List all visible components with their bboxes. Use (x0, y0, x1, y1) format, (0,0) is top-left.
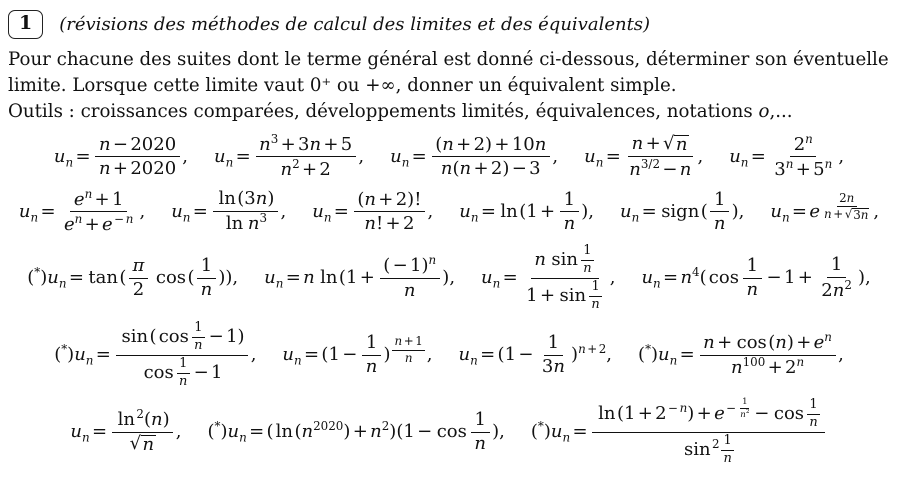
formula-row (8, 131, 890, 180)
tools-text-post: ,... (769, 100, 793, 122)
formula: $u_n = (1$ − $\frac{1}{n}$ ) $^{\frac{n + 1}{n}}$ , (282, 331, 433, 377)
exercise-subtitle: (révisions des méthodes de calcul des limites et des équivalents) (59, 13, 651, 35)
formula-row (8, 186, 890, 235)
formula: $u_n$ = sign( $\frac{1}{n}$ ), (620, 188, 745, 234)
formula: $u_n$ = $\frac{n^3 + 3n + 5}{n^2 + 2}$ , (213, 131, 365, 180)
formula: $(^*)u_n$ = ln(1 + 2 $^{- n}$) + e $^{- \frac{1}{n^2}}$ − cos $\frac{1}{n}$ $\sin^2$ $\frac{1}{n}$ (531, 398, 828, 466)
formula-row (8, 244, 890, 312)
formula: $u_n = \ln(1$ + $\frac{1}{n}$ ), (459, 188, 595, 234)
exercise-number-box: 1 (8, 10, 43, 39)
tools-var-o: o (758, 100, 770, 122)
formula: $(^*)u_n$ = sin( cos $\frac{1}{n}$ − 1) cos $\frac{1}{n}$ − 1 , (54, 320, 257, 389)
exercise-header (8, 10, 890, 39)
formula: $(^*)u_n$ = $\frac{n + \cos(n) + e^n}{n^{100} + 2^n}$ , (638, 329, 844, 378)
formula-row (8, 398, 890, 466)
formula: $u_n$ = $\frac{n - 2020}{n + 2020}$ , (53, 133, 188, 179)
formula: $u_n$ = $\frac{(n + 2) + 10n}{n(n + 2) - 3}$ , (390, 133, 559, 179)
formula: $u_n$ = n sin $\frac{1}{n}$ 1 + sin $\frac{1}{n}$ , (481, 243, 616, 312)
formula: $u_n = (1$ − $\frac{1}{3n}$ )$^{n + 2}$, (458, 331, 613, 377)
formula: $u_n$ = $\frac{\ln(3n)}{\ln n^3}$ , (171, 188, 287, 235)
formula: $u_n$ = $\frac{(n + 2)!}{n! + 2}$ , (312, 188, 434, 234)
formula-row (8, 321, 890, 389)
formula: $u_n$ = $\frac{e^n + 1}{e^n + e ^{- n}}$ , (18, 186, 146, 235)
tools-line (8, 99, 890, 125)
formula: $u_n = n^4$( cos $\frac{1}{n}$ − 1 + $\frac{1}{2n^2}$ ), (641, 254, 871, 301)
formula: $u_n = n$ ln(1 + $\frac{( - 1)^n}{n}$ ), (264, 253, 456, 301)
formula: $u_n = e$ $^{2n n + √ 3n}$ , (770, 191, 880, 225)
tools-text-pre: Outils : croissances comparées, développements limités, équivalences, notations (8, 100, 759, 122)
formula: $u_n$ = $\ln^2(n)$ √ n , (70, 407, 182, 456)
formula: $u_n$ = n + √ n $n^{3/2} - n$ , (584, 132, 704, 180)
intro-paragraph: Pour chacune des suites dont le terme général est donné ci-dessous, déterminer son éventuelle limite. Lorsque cette limite vaut 0⁺ ou +∞, donner un équivalent simple. (8, 48, 889, 96)
formula: $(^*)u_n$ = ( $\ln(n^{2020}) + n^2)(1 - \cos$ $\frac{1}{n}$ ), (207, 409, 505, 455)
formula-rows (8, 131, 890, 467)
formula: $u_n$ = $\frac{2^n}{3^n + 5^n}$ , (729, 131, 845, 180)
formula: $(^*)u_n = \tan$( $\frac{\pi}{2}$ cos( $\frac{1}{n}$ )), (27, 254, 239, 300)
